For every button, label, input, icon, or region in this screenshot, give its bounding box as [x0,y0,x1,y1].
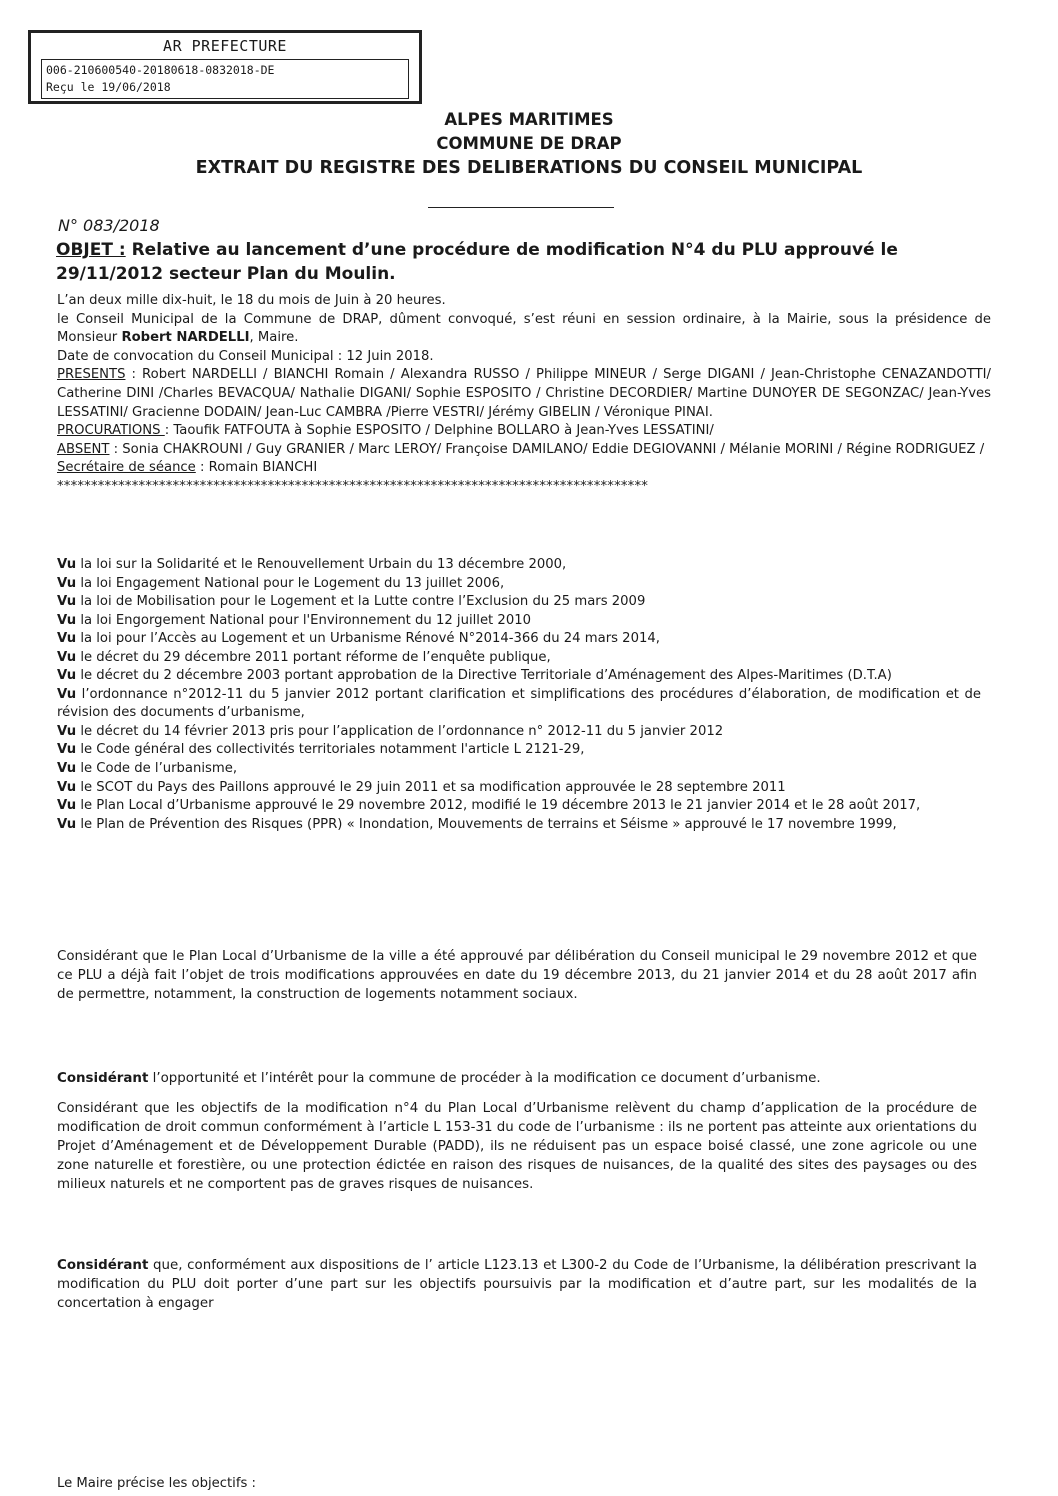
procurations-list: PROCURATIONS : Taoufik FATFOUTA à Sophie ESPOSITO / Delphine BOLLARO à Jean-Yves LESSATINI/ [57,423,714,439]
deliberation-number: N° 083/2018 [58,216,160,235]
objet-label: OBJET : [56,240,126,260]
vu-item: Vu la loi Engagement National pour le Logement du 13 juillet 2006, [57,575,505,591]
vu-item: Vu la loi Engorgement National pour l'Environnement du 12 juillet 2010 [57,612,531,628]
considerant-3: Considérant que les objectifs de la modification n°4 du Plan Local d’Urbanisme relèvent du champ d’application de la procédure de modification de droit commun conformément à l’article L 153-31 du code de l’urbanisme : ils ne portent pas atteinte aux orientations du Projet d’Aménagement et de Développement Durable (PADD), ils ne réduisent pas un espace boisé classé, une zone agricole ou une zone naturelle et forestière, ou une protection édictée en raison des risques de nuisances, de la qualité des sites des paysages ou des milieux naturels et ne comportent pas de graves risques de nuisances. [57,1101,977,1192]
session-date: L’an deux mille dix-huit, le 18 du mois de Juin à 20 heures. [57,293,446,308]
vu-item: Vu le Plan de Prévention des Risques (PPR) « Inondation, Mouvements de terrains et Séisme » approuvé le 17 novembre 1999, [57,816,897,832]
mayor-name: Robert NARDELLI [121,330,250,346]
header-divider [428,207,614,208]
session-info [57,292,991,497]
vu-item: Vu le Code de l’urbanisme, [57,761,238,777]
vu-item: Vu le SCOT du Pays des Paillons approuvé le 29 juin 2011 et sa modification approuvée le 28 septembre 2011 [57,779,786,795]
vu-item: Vu l’ordonnance n°2012-11 du 5 janvier 2012 portant clarification et simplifications des procédures d’élaboration, de modification et de révision des documents d’urbanisme, [57,686,981,721]
secretary: Secrétaire de séance : Romain BIANCHI [57,460,318,476]
vu-item: Vu la loi pour l’Accès au Logement et un Urbanisme Rénové N°2014-366 du 24 mars 2014, [57,631,660,647]
vu-item: Vu le décret du 14 février 2013 pris pour l’application de l’ordonnance n° 2012-11 du 5 janvier 2012 [57,723,724,739]
considerant-4: Considérant que, conformément aux dispositions de l’ article L123.13 et L300-2 du Code de l’Urbanisme, la délibération prescrivant la modification du PLU doit porter d’une part sur les objectifs poursuivis par la modification et d’autre part, sur les modalités de la concertation à engager [57,1258,977,1311]
separator-stars: *************************************************************************************** [57,478,649,494]
convocation-date: Date de convocation du Conseil Municipal : 12 Juin 2018. [57,348,434,364]
considerant-2: Considérant l’opportunité et l’intérêt pour la commune de procéder à la modification ce document d’urbanisme. [57,1071,821,1086]
presents-label: PRESENTS [57,367,126,383]
document-header [0,108,1058,180]
considerant-1: Considérant que le Plan Local d’Urbanisme de la ville a été approuvé par délibération du Conseil municipal le 29 novembre 2012 et que ce PLU a déjà fait l’objet de trois modifications approuvées en date du 19 décembre 2013, du 21 janvier 2014 et du 28 août 2017 afin de permettre, notamment, la construction de logements notamment sociaux. [57,949,977,1002]
vu-item: Vu le Code général des collectivités territoriales notamment l'article L 2121-29, [57,742,585,758]
stamp-received-date: Reçu le 19/06/2018 [46,80,171,94]
commune-title: COMMUNE DE DRAP [436,134,622,153]
stamp-reference: 006-210600540-20180618-0832018-DE [46,63,275,77]
vu-item: Vu la loi de Mobilisation pour le Logement et la Lutte contre l’Exclusion du 25 mars 2009 [57,594,646,610]
mayor-objectives-line: Le Maire précise les objectifs : [57,1476,256,1491]
objet-heading [56,238,986,286]
vu-item: Vu le décret du 29 décembre 2011 portant réforme de l’enquête publique, [57,649,551,665]
stamp-title: AR PREFECTURE [163,37,287,55]
presents-list: PRESENTS : Robert NARDELLI / BIANCHI Romain / Alexandra RUSSO / Philippe MINEUR / Serge DIGANI / Jean-Christophe CENAZANDOTTI/ Catherine DINI /Charles BEVACQUA/ Nathalie DIGANI/ Sophie ESPOSITO / Christine DECORDIER/ Martine DUNOYER DE SEGONZAC/ Jean-Yves LESSATINI/ Gracienne DODAIN/ Jean-Luc CAMBRA /Pierre VESTRI/ Jérémy GIBELIN / Véronique PINAI. [57,367,991,420]
prefecture-stamp [28,30,422,104]
register-title: EXTRAIT DU REGISTRE DES DELIBERATIONS DU CONSEIL MUNICIPAL [195,158,863,178]
vu-item: Vu le Plan Local d’Urbanisme approuvé le 29 novembre 2012, modifié le 19 décembre 2013 le 21 janvier 2014 et le 28 août 2017, [57,798,921,814]
council-convened: le Conseil Municipal de la Commune de DRAP, dûment convoqué, s’est réuni en session ordinaire, à la Mairie, sous la présidence de Monsieur Robert NARDELLI, Maire. [57,311,991,346]
vu-item: Vu le décret du 2 décembre 2003 portant approbation de la Directive Territoriale d’Aménagement des Alpes-Maritimes (D.T.A) [57,668,892,684]
objet-text: Relative au lancement d’une procédure de modification N°4 du PLU approuvé le 29/11/2012 secteur Plan du Moulin. [56,240,898,284]
stamp-reference-box [41,59,409,99]
procurations-label: PROCURATIONS [57,423,165,439]
vu-item: Vu la loi sur la Solidarité et le Renouvellement Urbain du 13 décembre 2000, [57,557,567,572]
vu-list [57,556,981,834]
absent-list: ABSENT : Sonia CHAKROUNI / Guy GRANIER / Marc LEROY/ Françoise DAMILANO/ Eddie DEGIOVANNI / Mélanie MORINI / Régine RODRIGUEZ / [57,441,985,457]
secretary-label: Secrétaire de séance [57,460,196,476]
absent-label: ABSENT [57,441,110,457]
department-title: ALPES MARITIMES [444,110,614,129]
